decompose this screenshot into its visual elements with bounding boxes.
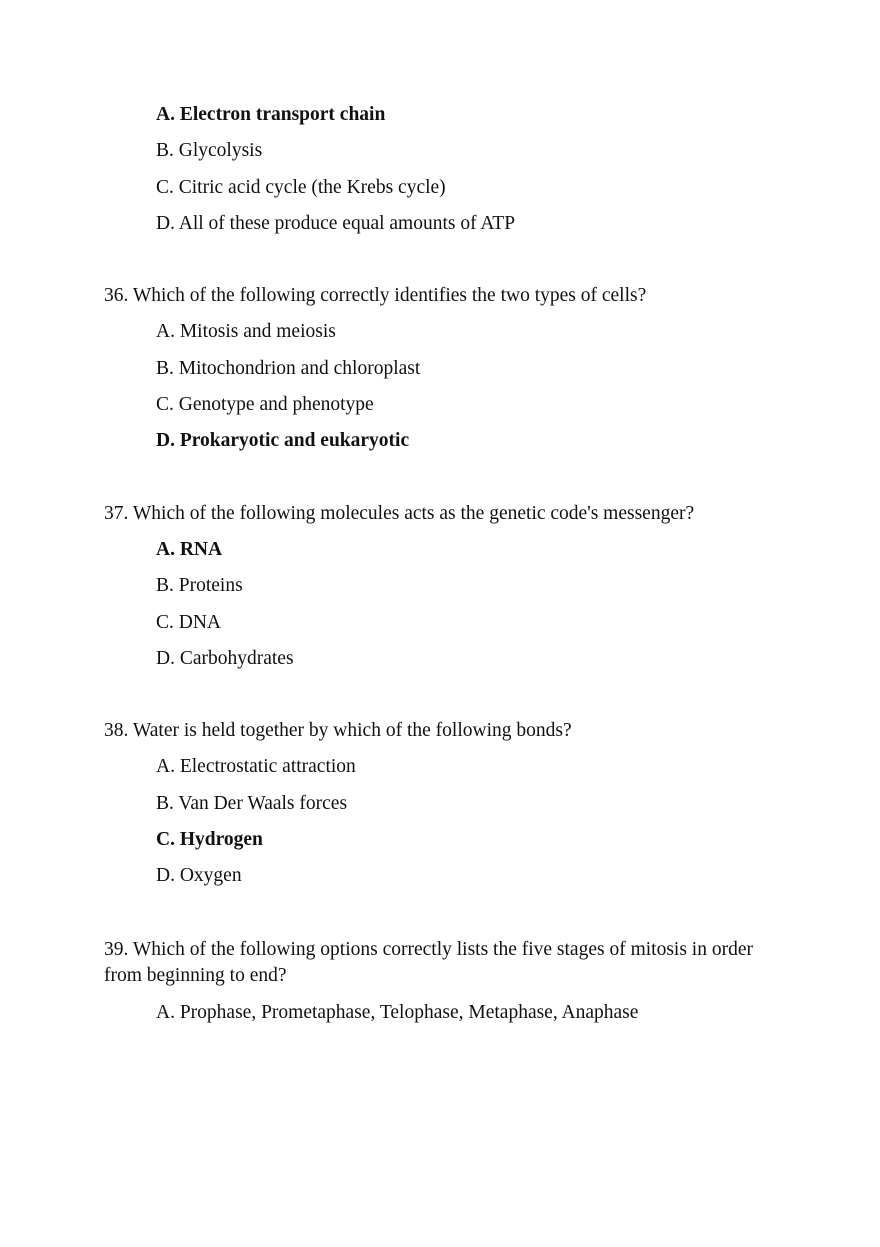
option-d-correct: D. Prokaryotic and eukaryotic [156,430,410,452]
option-a: A. Prophase, Prometaphase, Telophase, Metaphase, Anaphase [156,1001,639,1023]
option-c: C. Genotype and phenotype [156,394,374,416]
question-text: 38. Water is held together by which of the following bonds? [104,720,572,742]
option-c: C. DNA [156,611,222,633]
option-b: B. Proteins [156,575,243,597]
question-35-options [104,97,794,242]
option-b: B. Glycolysis [156,140,263,162]
option-b: B. Mitochondrion and chloroplast [156,357,421,379]
question-39 [104,937,794,1031]
option-b: B. Van Der Waals forces [156,792,348,814]
question-38 [104,713,794,894]
option-d: D. Oxygen [156,865,242,887]
question-text: 39. Which of the following options correctly lists the five stages of mitosis in order from beginning to end? [104,938,753,986]
option-c-correct: C. Hydrogen [156,829,263,851]
option-d: D. Carbohydrates [156,647,294,669]
question-36 [104,278,794,459]
option-a-correct: A. RNA [156,538,223,560]
option-d: D. All of these produce equal amounts of ATP [156,212,516,234]
option-a: A. Electrostatic attraction [156,756,356,778]
question-text: 37. Which of the following molecules acts as the genetic code's messenger? [104,502,695,524]
question-text: 36. Which of the following correctly identifies the two types of cells? [104,285,647,307]
option-a: A. Mitosis and meiosis [156,321,336,343]
option-c: C. Citric acid cycle (the Krebs cycle) [156,176,446,198]
option-a-correct: A. Electron transport chain [156,104,386,125]
question-37 [104,496,794,677]
document-page [104,97,794,1031]
